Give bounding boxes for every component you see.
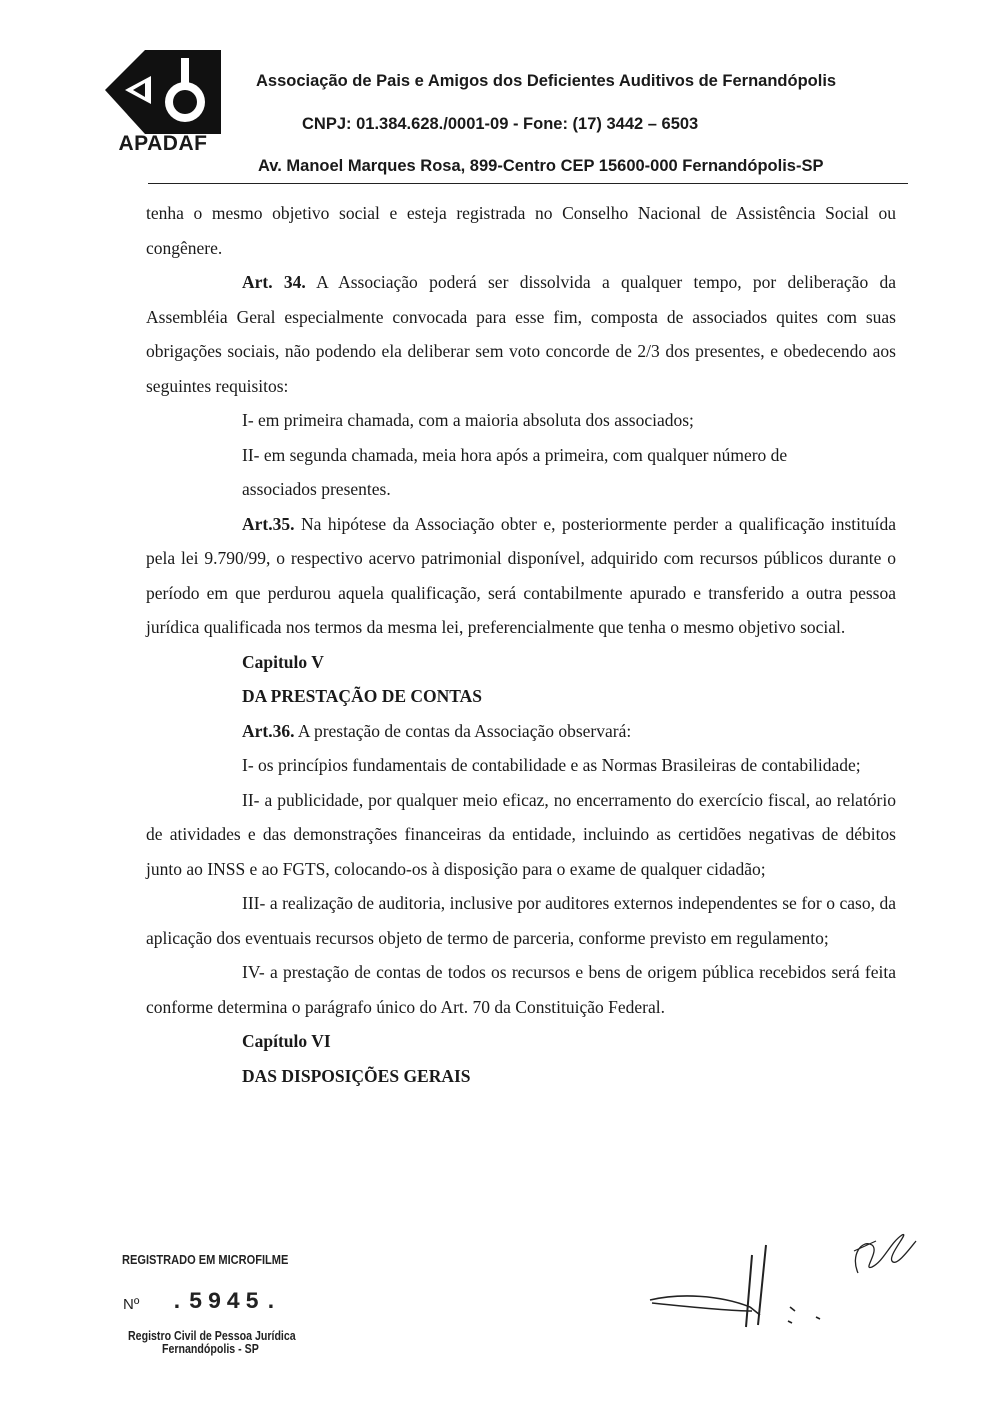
- article-36-text: A prestação de contas da Associação observará:: [294, 720, 632, 741]
- article-36-item-iii: III- a realização de auditoria, inclusive por auditores externos independentes se for o caso, da aplicação dos eventuais recursos objeto de termo de parceria, conforme previsto em regulamento;: [146, 893, 896, 948]
- stamp-number-value: .5945.: [170, 1289, 283, 1315]
- article-36-item-ii: II- a publicidade, por qualquer meio eficaz, no encerramento do exercício fiscal, ao relatório de atividades e das demonstrações financeiras da entidade, incluindo as certidões negativas de débitos junto ao INSS e ao FGTS, colocando-os à disposição para o exame de qualquer cidadão;: [146, 789, 896, 879]
- microfilm-stamp: REGISTRADO EM MICROFILME: [122, 1252, 289, 1267]
- signature-scribble-icon: [640, 1215, 920, 1335]
- header-divider: [148, 183, 908, 184]
- chapter-5-heading: Capitulo V: [242, 651, 324, 672]
- article-36-label: Art.36.: [242, 720, 295, 741]
- logo-mark-icon: [105, 50, 221, 134]
- article-36-item-iv: IV- a prestação de contas de todos os recursos e bens de origem pública recebidos será feita conforme determina o parágrafo único do Art. 70 da Constituição Federal.: [146, 962, 896, 1017]
- article-34-item-ii: II- em segunda chamada, meia hora após a primeira, com qualquer número de associados presentes.: [242, 444, 788, 499]
- org-address: Av. Manoel Marques Rosa, 899-Centro CEP 15600-000 Fernandópolis-SP: [258, 157, 824, 175]
- chapter-6-heading: Capítulo VI: [242, 1031, 331, 1051]
- article-36-item-i: I- os princípios fundamentais de contabilidade e as Normas Brasileiras de contabilidade;: [242, 755, 861, 775]
- document-body: [146, 196, 896, 1093]
- apadaf-logo: [103, 50, 223, 155]
- article-34: [146, 265, 896, 403]
- article-34-item-i: I- em primeira chamada, com a maioria absoluta dos associados;: [242, 410, 694, 430]
- registry-line-1: Registro Civil de Pessoa Jurídica: [128, 1329, 296, 1343]
- registry-stamp: [128, 1330, 296, 1356]
- article-35: [146, 507, 896, 645]
- logo-text: APADAF: [118, 132, 208, 155]
- org-cnpj-phone: CNPJ: 01.384.628./0001-09 - Fone: (17) 3442 – 6503: [302, 115, 699, 133]
- article-35-text: Na hipótese da Associação obter e, posteriormente perder a qualificação instituída pela lei 9.790/99, o respectivo acervo patrimonial disponível, adquirido com recursos públicos durante o período em que perdurou aquela qualificação, será contabilmente apurado e transferido a outra pessoa jurídica qualificada nos termos da mesma lei, preferencialmente que tenha o mesmo objetivo social.: [146, 513, 896, 637]
- article-36: [146, 714, 896, 749]
- article-35-label: Art.35.: [242, 513, 295, 534]
- paragraph-continued: tenha o mesmo objetivo social e esteja registrada no Conselho Nacional de Assistência Social ou congênere.: [146, 203, 896, 258]
- article-34-text: A Associação poderá ser dissolvida a qualquer tempo, por deliberação da Assembléia Geral especialmente convocada para esse fim, composta de associados quites com suas obrigações sociais, não podendo ela deliberar sem voto concorde de 2/3 dos presentes, e obedecendo aos seguintes requisitos:: [146, 272, 897, 396]
- chapter-5-title: DA PRESTAÇÃO DE CONTAS: [242, 686, 483, 706]
- chapter-6-title: DAS DISPOSIÇÕES GERAIS: [242, 1065, 471, 1086]
- org-name: Associação de Pais e Amigos dos Deficientes Auditivos de Fernandópolis: [256, 72, 837, 90]
- registry-line-2: Fernandópolis - SP: [162, 1342, 259, 1356]
- stamp-number-label: Nº: [123, 1296, 140, 1313]
- article-34-label: Art. 34.: [242, 272, 306, 292]
